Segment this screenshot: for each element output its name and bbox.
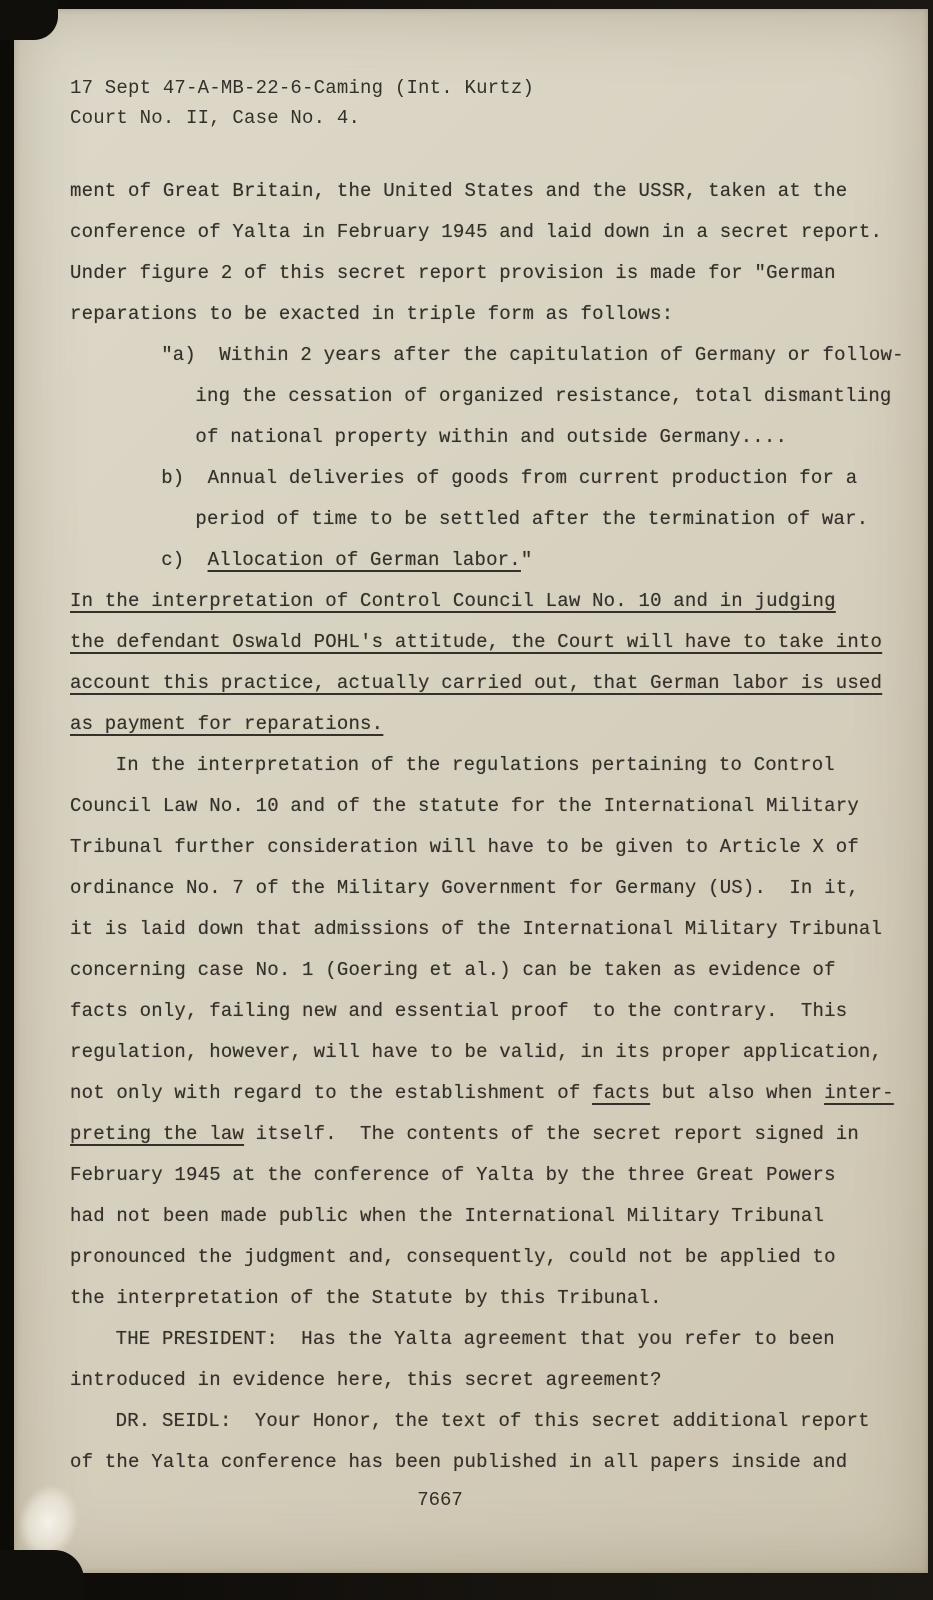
text-segment: February 1945 at the conference of Yalta by the three Great Powers xyxy=(70,1164,836,1186)
text-line xyxy=(70,1073,900,1114)
text-line xyxy=(70,1114,900,1155)
text-line xyxy=(70,745,900,786)
text-segment: introduced in evidence here, this secret agreement? xyxy=(70,1369,662,1391)
text-segment: period of time to be settled after the termination of war. xyxy=(195,508,869,530)
underlined-text: In the interpretation of Control Council Law No. 10 and in judging xyxy=(70,590,836,612)
text-line xyxy=(70,1360,900,1401)
text-segment: concerning case No. 1 (Goering et al.) can be taken as evidence of xyxy=(70,959,836,981)
text-line xyxy=(70,1319,900,1360)
text-line xyxy=(70,1278,900,1319)
text-segment: DR. SEIDL: Your Honor, the text of this secret additional report xyxy=(115,1410,870,1432)
text-segment: b) Annual deliveries of goods from current production for a xyxy=(161,467,858,489)
text-segment: Under figure 2 of this secret report provision is made for "German xyxy=(70,262,836,284)
text-line xyxy=(70,868,900,909)
text-line xyxy=(70,376,900,417)
text-line xyxy=(70,909,900,950)
text-segment: Tribunal further consideration will have to be given to Article X of xyxy=(70,836,859,858)
text-segment: THE PRESIDENT: Has the Yalta agreement that you refer to been xyxy=(115,1328,835,1350)
text-line xyxy=(70,1237,900,1278)
scan-edge-bottom-left xyxy=(0,1550,84,1600)
text-segment: In the interpretation of the regulations pertaining to Control xyxy=(115,754,835,776)
text-segment: it is laid down that admissions of the International Military Tribunal xyxy=(70,918,883,940)
text-segment: reparations to be exacted in triple form as follows: xyxy=(70,303,674,325)
underlined-text: facts xyxy=(592,1082,651,1104)
text-line xyxy=(70,704,900,745)
text-segment: not only with regard to the establishment of xyxy=(70,1082,593,1104)
underlined-text: preting the law xyxy=(70,1123,245,1145)
underlined-text: Allocation of German labor. xyxy=(207,549,521,571)
text-line xyxy=(70,458,900,499)
underlined-text: inter- xyxy=(824,1082,894,1104)
text-line xyxy=(70,499,900,540)
text-line xyxy=(70,253,900,294)
text-line xyxy=(70,171,900,212)
text-segment: ing the cessation of organized resistance, total dismantling xyxy=(195,385,892,407)
text-segment: of the Yalta conference has been published in all papers inside and xyxy=(70,1451,848,1473)
text-segment: ordinance No. 7 of the Military Government for Germany (US). In it, xyxy=(70,877,859,899)
text-segment: itself. The contents of the secret report signed in xyxy=(244,1123,859,1145)
text-segment: but also when xyxy=(650,1082,825,1104)
text-line xyxy=(70,1196,900,1237)
text-line xyxy=(70,335,904,376)
text-line xyxy=(70,1442,900,1483)
text-line xyxy=(70,581,900,622)
text-line xyxy=(70,294,900,335)
text-line xyxy=(70,417,900,458)
text-line xyxy=(70,950,900,991)
text-segment: of national property within and outside Germany.... xyxy=(195,426,788,448)
text-segment: regulation, however, will have to be valid, in its proper application, xyxy=(70,1041,883,1063)
page-number: 7667 xyxy=(417,1489,463,1511)
underlined-text: as payment for reparations. xyxy=(70,713,384,735)
text-line xyxy=(70,212,900,253)
text-line xyxy=(70,827,900,868)
text-segment: " xyxy=(520,549,533,571)
header-line-1: 17 Sept 47-A-MB-22-6-Caming (Int. Kurtz) xyxy=(70,77,535,99)
text-line xyxy=(70,1155,900,1196)
text-line xyxy=(70,1032,900,1073)
text-segment: c) xyxy=(161,549,208,571)
scan-edge-top-left xyxy=(0,0,58,40)
document-body xyxy=(70,171,904,1483)
paper-page xyxy=(14,9,928,1573)
text-line xyxy=(70,1401,900,1442)
text-line xyxy=(70,786,900,827)
text-line xyxy=(70,540,900,581)
text-segment: pronounced the judgment and, consequently, could not be applied to xyxy=(70,1246,836,1268)
document-header xyxy=(70,73,900,133)
text-line xyxy=(70,622,900,663)
underlined-text: account this practice, actually carried out, that German labor is used xyxy=(70,672,883,694)
text-segment: "a) Within 2 years after the capitulation of Germany or follow- xyxy=(161,344,904,366)
header-line-2: Court No. II, Case No. 4. xyxy=(70,107,361,129)
text-segment: the interpretation of the Statute by this Tribunal. xyxy=(70,1287,662,1309)
text-segment: facts only, failing new and essential proof to the contrary. This xyxy=(70,1000,848,1022)
text-segment: had not been made public when the International Military Tribunal xyxy=(70,1205,825,1227)
text-segment: Council Law No. 10 and of the statute for the International Military xyxy=(70,795,859,817)
underlined-text: the defendant Oswald POHL's attitude, the Court will have to take into xyxy=(70,631,883,653)
text-line xyxy=(70,663,900,704)
text-segment: conference of Yalta in February 1945 and laid down in a secret report. xyxy=(70,221,883,243)
text-line xyxy=(70,991,900,1032)
text-segment: ment of Great Britain, the United States and the USSR, taken at the xyxy=(70,180,848,202)
